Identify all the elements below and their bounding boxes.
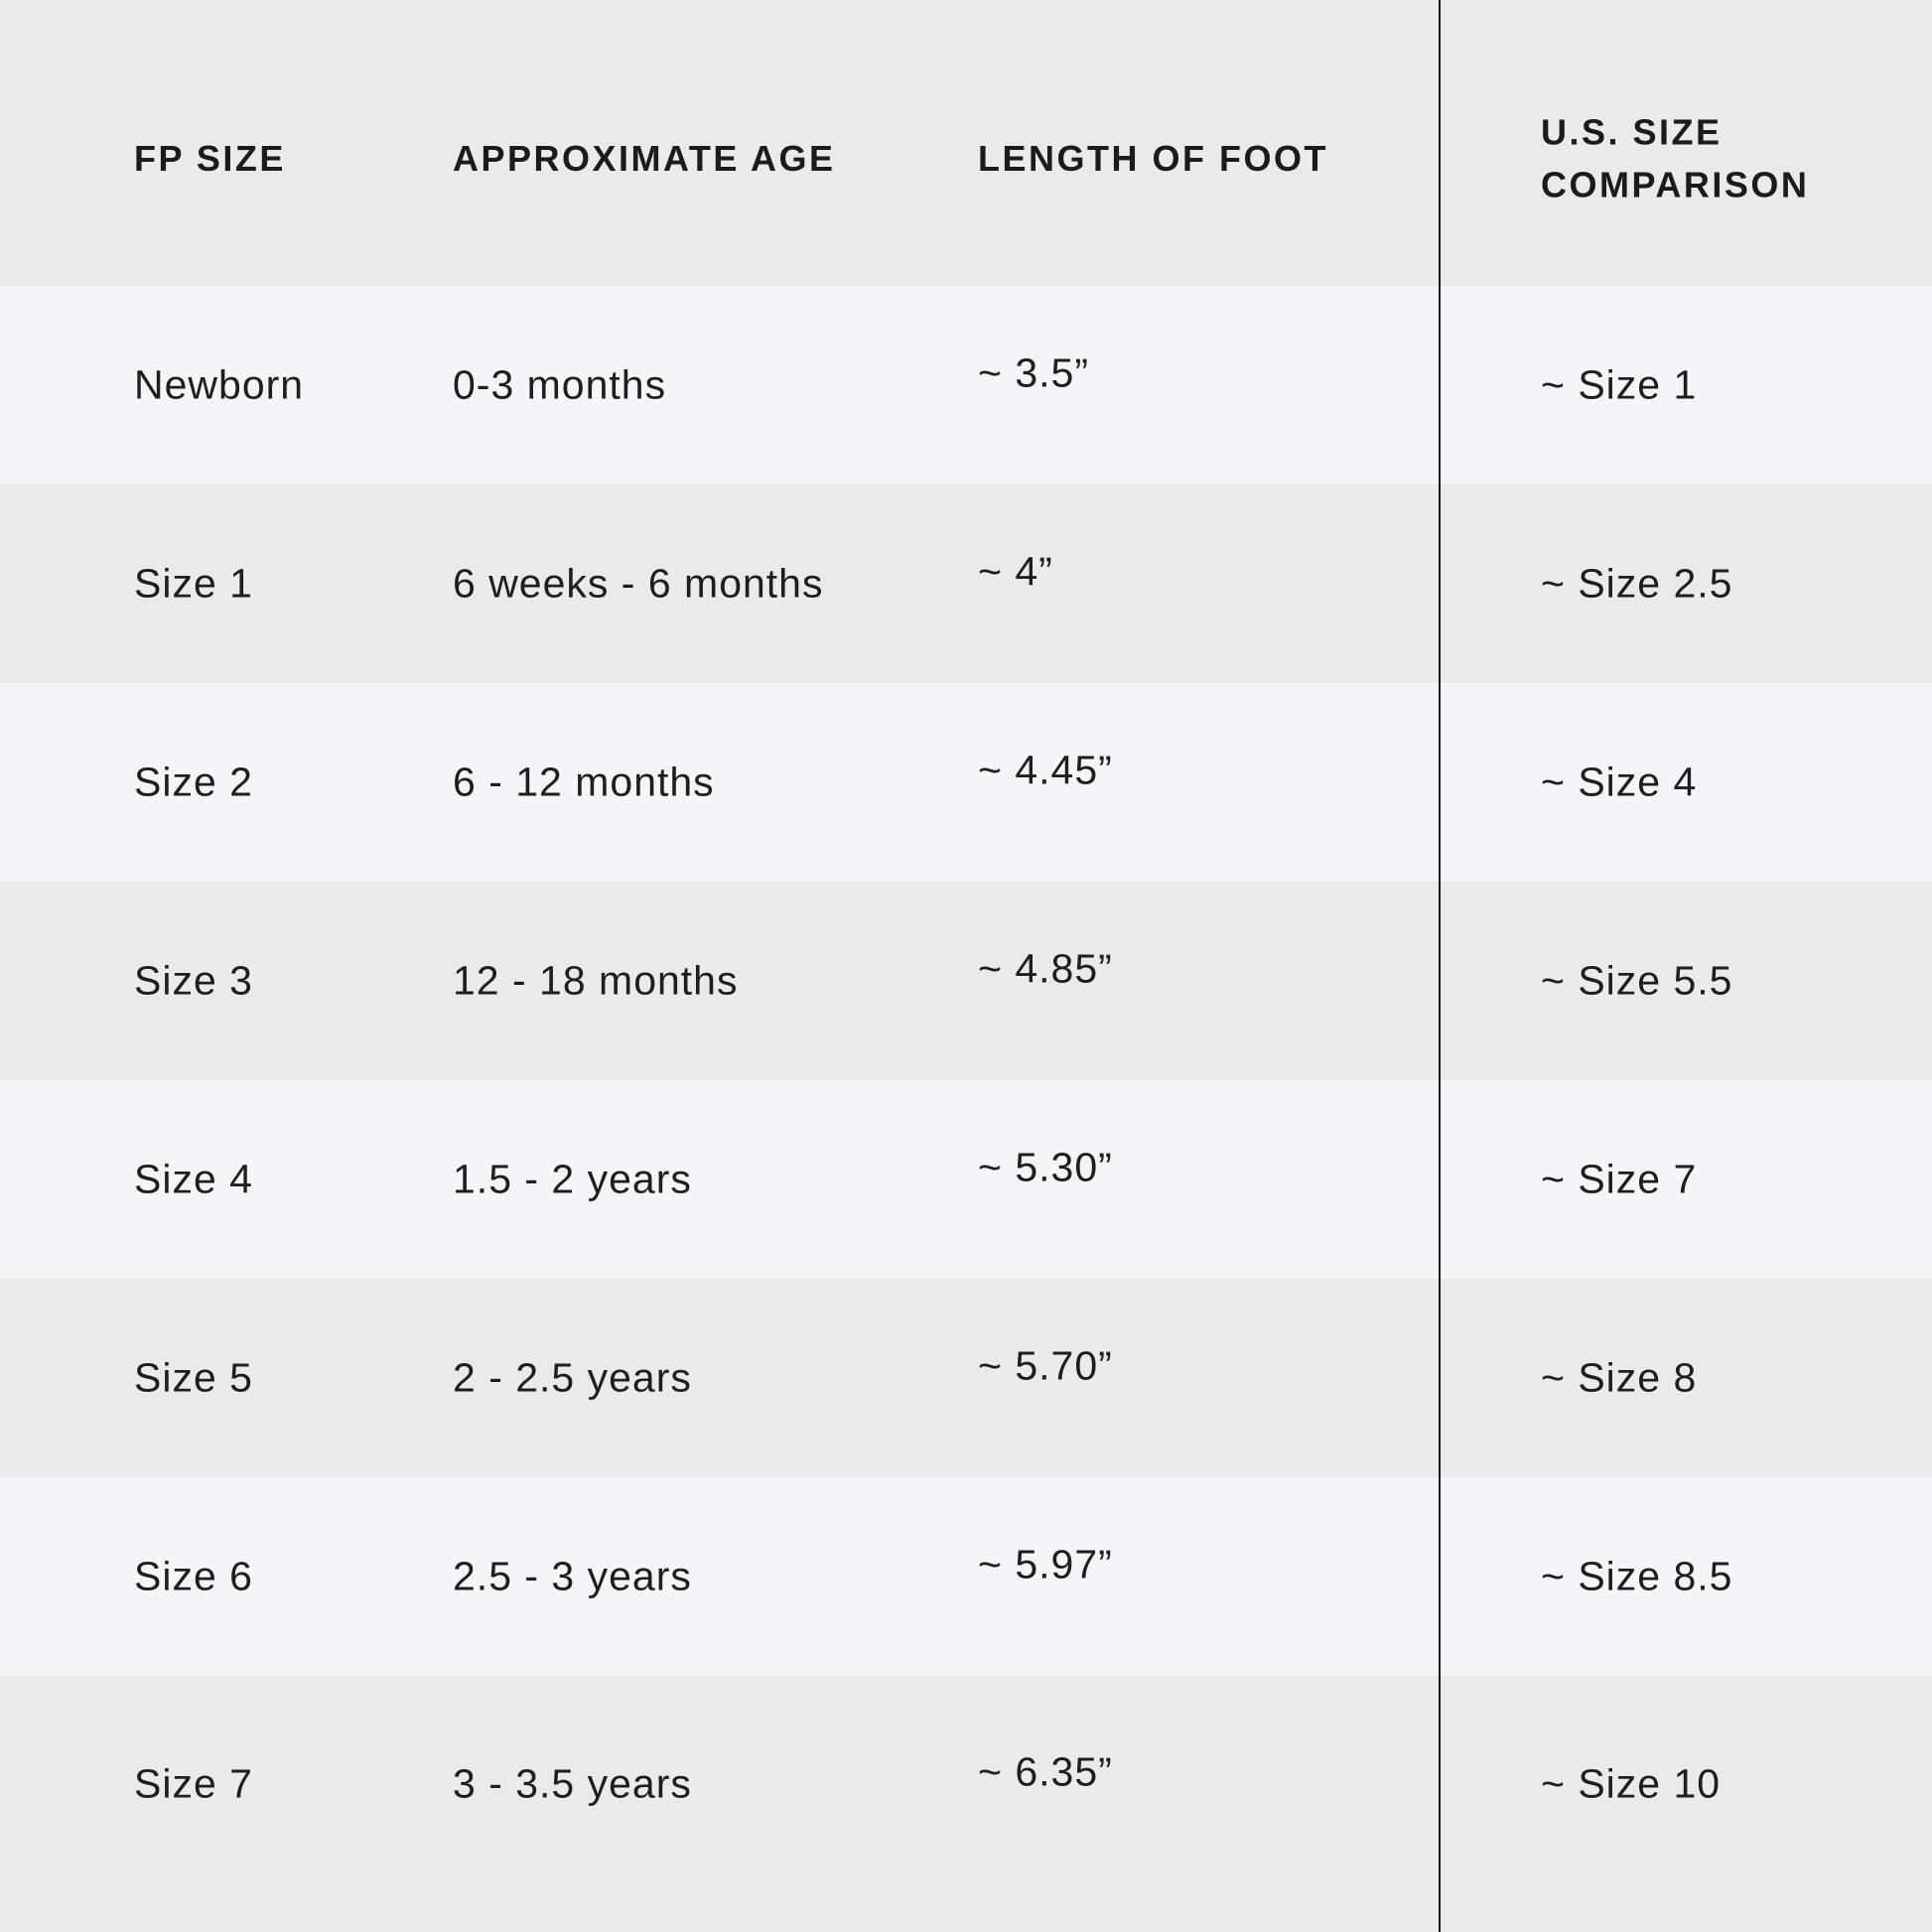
table-row-size-1	[0, 484, 1932, 683]
table-row-newborn	[0, 286, 1932, 484]
age-cell: 0-3 months	[453, 361, 667, 408]
age-cell: 2 - 2.5 years	[453, 1354, 692, 1401]
us-size-cell: ~ Size 10	[1541, 1760, 1722, 1807]
length-cell: ~ 5.97”	[978, 1541, 1113, 1587]
column-divider-line	[1439, 0, 1441, 1932]
us-size-cell: ~ Size 7	[1541, 1156, 1698, 1202]
fp-size-cell: Size 1	[134, 560, 253, 607]
length-cell: ~ 6.35”	[978, 1748, 1113, 1795]
fp-size-cell: Size 4	[134, 1156, 253, 1202]
age-cell: 1.5 - 2 years	[453, 1156, 692, 1202]
length-cell: ~ 4.45”	[978, 747, 1113, 793]
column-header-us-size-comparison: U.S. SIZE COMPARISON	[1541, 111, 1810, 205]
us-size-cell: ~ Size 1	[1541, 361, 1698, 408]
length-cell: ~ 3.5”	[978, 349, 1089, 396]
us-size-cell: ~ Size 8	[1541, 1354, 1698, 1401]
table-row-size-2	[0, 683, 1932, 882]
table-row-size-6	[0, 1477, 1932, 1676]
age-cell: 6 - 12 months	[453, 759, 715, 805]
length-cell: ~ 5.30”	[978, 1144, 1113, 1190]
fp-size-cell: Size 5	[134, 1354, 253, 1401]
length-cell: ~ 5.70”	[978, 1342, 1113, 1389]
age-cell: 6 weeks - 6 months	[453, 560, 824, 607]
fp-size-cell: Size 3	[134, 957, 253, 1004]
table-row-size-4	[0, 1080, 1932, 1279]
table-row-size-7	[0, 1676, 1932, 1932]
table-row-size-5	[0, 1279, 1932, 1477]
length-cell: ~ 4”	[978, 548, 1053, 595]
fp-size-cell: Size 6	[134, 1553, 253, 1599]
table-row-size-3	[0, 882, 1932, 1080]
us-size-cell: ~ Size 8.5	[1541, 1553, 1733, 1599]
column-header-approximate-age: APPROXIMATE AGE	[453, 138, 836, 179]
column-header-length-of-foot: LENGTH OF FOOT	[978, 138, 1328, 179]
length-cell: ~ 4.85”	[978, 945, 1113, 992]
age-cell: 12 - 18 months	[453, 957, 739, 1004]
us-size-cell: ~ Size 2.5	[1541, 560, 1733, 607]
fp-size-cell: Newborn	[134, 361, 305, 408]
column-header-fp-size: FP SIZE	[134, 138, 286, 179]
fp-size-cell: Size 7	[134, 1760, 253, 1807]
us-size-cell: ~ Size 5.5	[1541, 957, 1733, 1004]
age-cell: 2.5 - 3 years	[453, 1553, 692, 1599]
fp-size-cell: Size 2	[134, 759, 253, 805]
age-cell: 3 - 3.5 years	[453, 1760, 692, 1807]
header-row	[0, 0, 1932, 286]
us-size-cell: ~ Size 4	[1541, 759, 1698, 805]
